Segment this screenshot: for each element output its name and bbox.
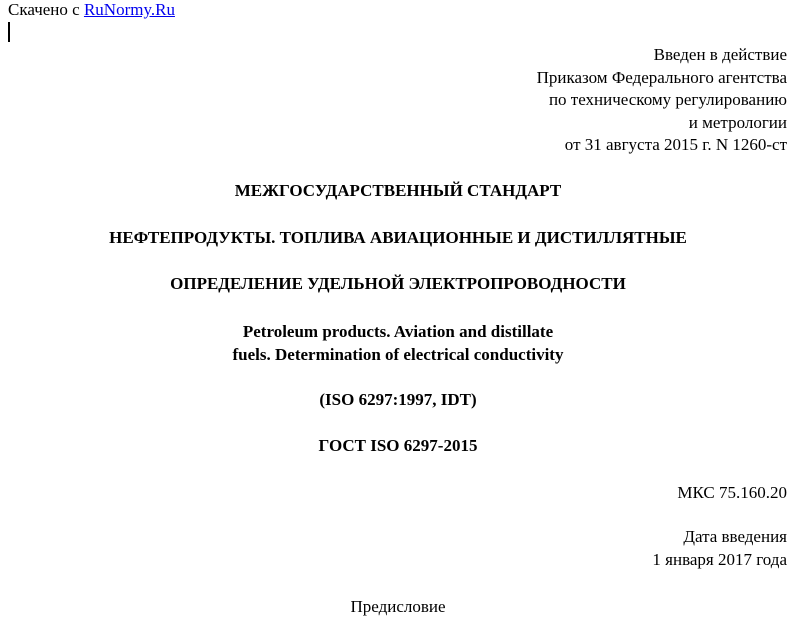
title-ru-line-1: НЕФТЕПРОДУКТЫ. ТОПЛИВА АВИАЦИОННЫЕ И ДИСТИЛЛЯТНЫЕ: [109, 228, 687, 247]
title-en-line-1: Petroleum products. Aviation and distillate: [242, 322, 554, 341]
iso-reference: (ISO 6297:1997, IDT): [319, 390, 477, 409]
runormy-link[interactable]: RuNormy.Ru: [83, 0, 175, 19]
title-en: [0, 320, 790, 366]
adoption-line-2: Приказом Федерального агентства: [536, 67, 787, 87]
preface-heading: Предисловие: [350, 597, 446, 616]
title-ru-line-2: ОПРЕДЕЛЕНИЕ УДЕЛЬНОЙ ЭЛЕКТРОПРОВОДНОСТИ: [170, 274, 626, 293]
adoption-line-4: и метрологии: [688, 112, 787, 132]
adoption-line-5: от 31 августа 2015 г. N 1260-ст: [564, 135, 787, 155]
gost-identifier: ГОСТ ISO 6297-2015: [318, 436, 478, 455]
download-notice: [8, 0, 175, 20]
adoption-block: [537, 44, 787, 157]
effective-date-value: 1 января 2017 года: [652, 550, 787, 569]
download-prefix: Скачено с: [8, 0, 84, 19]
adoption-line-1: Введен в действие: [653, 45, 787, 64]
mks-code: МКС 75.160.20: [677, 483, 787, 502]
adoption-line-3: по техническому регулированию: [548, 90, 787, 110]
effective-date-label: Дата введения: [683, 527, 787, 546]
title-en-line-2: fuels. Determination of electrical conductivity: [232, 345, 564, 364]
text-cursor: [8, 22, 10, 42]
standard-type: МЕЖГОСУДАРСТВЕННЫЙ СТАНДАРТ: [234, 181, 562, 200]
